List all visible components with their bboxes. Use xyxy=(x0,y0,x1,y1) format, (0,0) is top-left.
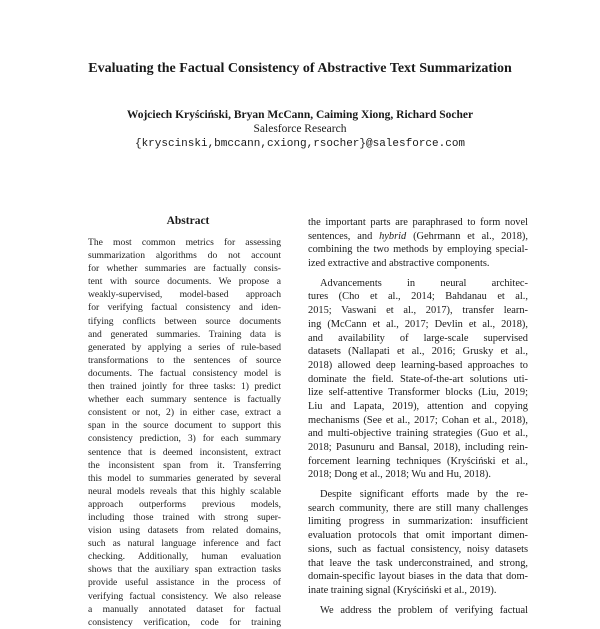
body-line: 2018; Dong et al., 2018; Wu and Hu, 2018). xyxy=(308,469,491,481)
author-emails: {kryscinski,bmccann,cxiong,rsocher}@salesforce.com xyxy=(134,138,466,150)
abstract-line: documents. The factual consistency model is xyxy=(88,367,281,379)
body-line: that leave the task underconstrained, and strong, xyxy=(308,557,528,569)
body-line: evaluation protocols that omit important dimen- xyxy=(308,530,528,542)
abstract-line: The most common metrics for assessing xyxy=(88,237,281,248)
abstract-line: and generated summaries. Training data is xyxy=(88,328,281,340)
body-line: combining the two methods by employing special- xyxy=(308,244,528,256)
body-line: We address the problem of verifying factual xyxy=(320,604,528,616)
paper-title: Evaluating the Factual Consistency of Abstractive Text Summarization xyxy=(88,61,512,76)
abstract-line: the inconsistent span from it. Transferring xyxy=(88,459,281,471)
body-line: Advancements in neural architec- xyxy=(320,277,528,289)
body-line: mechanisms (See et al., 2017; Cohan et al., 2018), xyxy=(308,414,528,426)
abstract-line: this model to summaries generated by several xyxy=(88,472,281,484)
abstract-line: consistent or not, 2) in either case, extract a xyxy=(88,407,281,419)
body-line: search community, there are still many challenges xyxy=(308,502,528,514)
body-line: ized extractive and abstractive components. xyxy=(308,258,490,270)
abstract-line: shows that the auxiliary span extraction tasks xyxy=(88,564,281,576)
abstract-line: tent with source documents. We propose a xyxy=(88,276,281,288)
abstract-line: a manually annotated dataset for factual xyxy=(88,603,281,615)
abstract-line: for whether summaries are factually consis- xyxy=(88,263,281,275)
abstract-line: generated by applying a series of rule-based xyxy=(88,341,281,353)
body-line: limiting progress in summarization: insufficient xyxy=(308,516,528,528)
body-line: datasets (Nallapati et al., 2016; Grusky et al., xyxy=(308,346,528,358)
abstract-line: summarization algorithms do not account xyxy=(88,250,281,262)
author-list: Wojciech Kryściński, Bryan McCann, Caiming Xiong, Richard Socher xyxy=(126,109,474,121)
abstract-line: consistency verification, code for training xyxy=(88,616,281,628)
body-line: and multi-objective training strategies (Guo et al., xyxy=(308,428,528,440)
abstract-line: including those trained with strong super- xyxy=(88,511,281,523)
abstract-line: verifying factual consistency. We also release xyxy=(88,590,281,602)
abstract-line: checking. Additionally, human evaluation xyxy=(88,551,281,563)
body-line: 2015; Vaswani et al., 2017), transfer learn- xyxy=(308,305,528,317)
abstract-line: provide useful assistance in the process of xyxy=(88,577,281,589)
abstract-line: neural models reveals that this highly scalable xyxy=(88,485,281,497)
abstract-line: span in the source document to support this xyxy=(88,420,281,432)
body-line: sentences, and hybrid (Gehrmann et al., 2018), xyxy=(308,230,528,242)
body-line: 2018) allowed deep learning-based approaches to xyxy=(308,359,528,371)
affiliation: Salesforce Research xyxy=(253,123,347,135)
body-line: sions, such as factual consistency, noisy datasets xyxy=(308,543,528,555)
abstract-line: consistency prediction, 3) for each summary xyxy=(88,433,281,445)
body-line: 2018; Pasunuru and Bansal, 2018), including rein- xyxy=(308,442,528,453)
body-line: forcement learning techniques (Kryściński et al., xyxy=(308,455,528,467)
body-line: inate training signal (Kryściński et al., 2019). xyxy=(308,584,497,596)
abstract-line: then trained jointly for three tasks: 1) predict xyxy=(88,381,281,393)
abstract-line: approach outperforms previous models, xyxy=(88,498,281,510)
body-line: domain-specific layout biases in the data that dom- xyxy=(308,571,528,583)
body-line: the important parts are paraphrased to form novel xyxy=(308,217,528,228)
body-line: Despite significant efforts made by the re- xyxy=(320,489,528,501)
abstract-line: whether each summary sentence is factually xyxy=(88,394,281,406)
abstract-heading: Abstract xyxy=(166,215,210,227)
abstract-line: weakly-supervised, model-based approach xyxy=(88,289,281,301)
introduction-body xyxy=(308,216,528,617)
abstract-line: sentence that is deemed inconsistent, extract xyxy=(88,446,281,458)
abstract-line: such as natural language inference and fact xyxy=(88,538,281,550)
abstract-line: vision using datasets from related domains, xyxy=(88,525,281,537)
abstract-body xyxy=(88,236,281,629)
abstract-line: transformations to the sentences of source xyxy=(88,354,281,366)
body-line: ing (McCann et al., 2017; Devlin et al., 2018), xyxy=(308,318,528,330)
body-line: dominate the field. State-of-the-art solutions uti- xyxy=(308,373,528,385)
abstract-line: for verifying factual consistency and iden- xyxy=(88,302,281,314)
body-line: and availability of large-scale supervised xyxy=(308,332,528,344)
body-line: tures (Cho et al., 2014; Bahdanau et al., xyxy=(308,291,528,303)
abstract-line: tifying conflicts between source documents xyxy=(88,315,281,327)
body-line: Liu and Lapata, 2019), attention and copying xyxy=(308,400,528,412)
body-line: lize self-attentive Transformer blocks (Liu, 2019; xyxy=(308,387,528,399)
